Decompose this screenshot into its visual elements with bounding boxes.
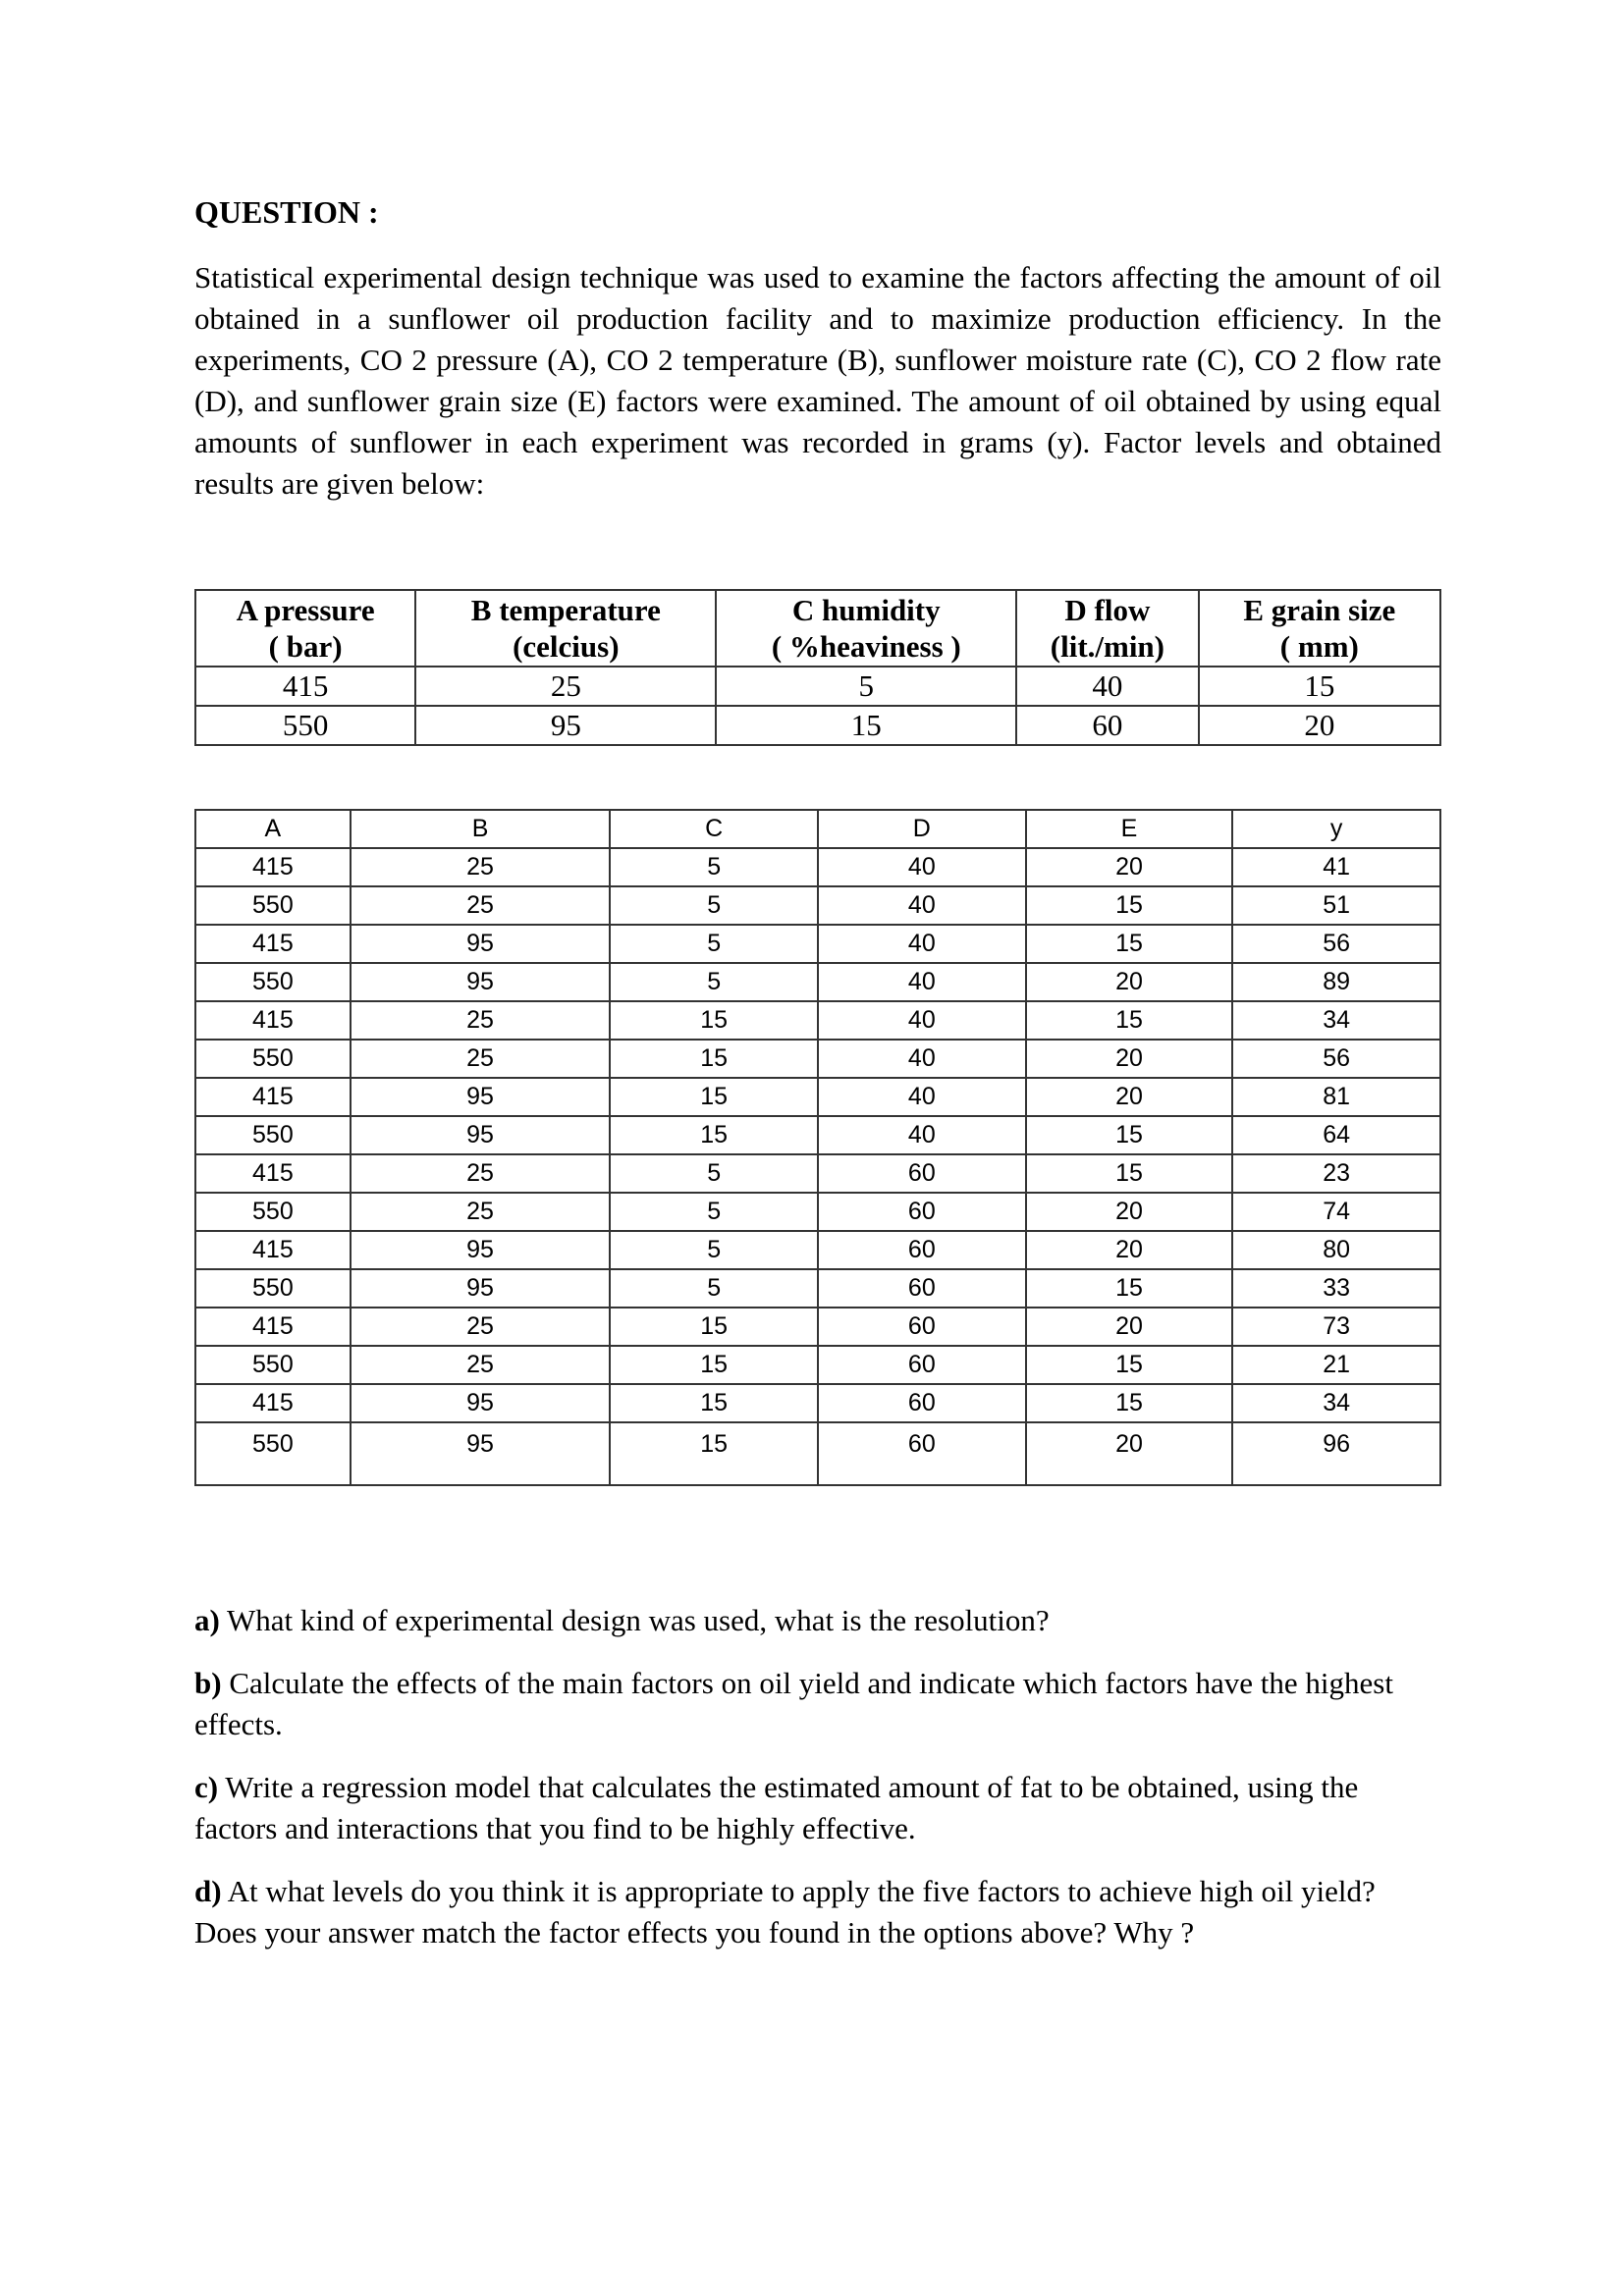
table-cell: 95 bbox=[351, 1384, 611, 1422]
table-cell: 40 bbox=[818, 1040, 1026, 1078]
table-cell: 95 bbox=[351, 1231, 611, 1269]
factor-header bbox=[415, 590, 716, 667]
table-cell: 20 bbox=[1026, 1193, 1233, 1231]
table-cell: 95 bbox=[351, 925, 611, 963]
factor-name: B temperature bbox=[470, 593, 661, 627]
table-cell: 15 bbox=[610, 1040, 818, 1078]
table-cell: 25 bbox=[351, 1346, 611, 1384]
table-cell: 40 bbox=[818, 1116, 1026, 1154]
table-cell: 25 bbox=[351, 1308, 611, 1346]
factor-unit: ( mm) bbox=[1279, 629, 1359, 664]
table-cell: 20 bbox=[1026, 848, 1233, 886]
table-cell: 89 bbox=[1232, 963, 1440, 1001]
table-cell: 15 bbox=[610, 1078, 818, 1116]
sub-question-text: Calculate the effects of the main factors on oil yield and indicate which factors have the highest effects. bbox=[194, 1666, 1393, 1741]
column-header: A bbox=[195, 810, 351, 848]
table-cell: 15 bbox=[610, 1384, 818, 1422]
table-cell: 415 bbox=[195, 848, 351, 886]
table-cell: 5 bbox=[610, 963, 818, 1001]
table-cell: 15 bbox=[1026, 886, 1233, 925]
table-row bbox=[195, 1001, 1440, 1040]
table-cell: 21 bbox=[1232, 1346, 1440, 1384]
factor-header bbox=[195, 590, 415, 667]
table-cell: 56 bbox=[1232, 1040, 1440, 1078]
table-cell: 550 bbox=[195, 706, 415, 745]
table-cell: 20 bbox=[1026, 1040, 1233, 1078]
table-row bbox=[195, 1078, 1440, 1116]
table-cell: 40 bbox=[818, 886, 1026, 925]
factor-unit: (celcius) bbox=[513, 629, 620, 664]
sub-question-label: a) bbox=[194, 1603, 220, 1637]
table-cell: 60 bbox=[818, 1269, 1026, 1308]
factor-unit: ( %heaviness ) bbox=[771, 629, 961, 664]
table-row bbox=[195, 1308, 1440, 1346]
table-cell: 5 bbox=[610, 1154, 818, 1193]
table-cell: 415 bbox=[195, 667, 415, 706]
table-cell: 415 bbox=[195, 1001, 351, 1040]
table-cell: 15 bbox=[1026, 1001, 1233, 1040]
table-row bbox=[195, 1154, 1440, 1193]
table-row bbox=[195, 1231, 1440, 1269]
table-cell: 25 bbox=[351, 1040, 611, 1078]
table-cell: 60 bbox=[818, 1154, 1026, 1193]
table-row bbox=[195, 1384, 1440, 1422]
table-cell: 5 bbox=[610, 925, 818, 963]
table-cell: 5 bbox=[610, 886, 818, 925]
column-header: y bbox=[1232, 810, 1440, 848]
table-row bbox=[195, 1422, 1440, 1485]
factor-header bbox=[1016, 590, 1199, 667]
table-cell: 5 bbox=[610, 1231, 818, 1269]
column-header: B bbox=[351, 810, 611, 848]
table-cell: 20 bbox=[1026, 963, 1233, 1001]
table-cell: 34 bbox=[1232, 1384, 1440, 1422]
table-cell: 550 bbox=[195, 1346, 351, 1384]
factor-header bbox=[1199, 590, 1440, 667]
table-cell: 15 bbox=[610, 1116, 818, 1154]
table-cell: 15 bbox=[610, 1308, 818, 1346]
table-cell: 25 bbox=[351, 1193, 611, 1231]
factor-name: A pressure bbox=[236, 593, 375, 627]
table-cell: 20 bbox=[1026, 1308, 1233, 1346]
factor-name: C humidity bbox=[791, 593, 941, 627]
table-row bbox=[195, 848, 1440, 886]
table-cell: 25 bbox=[351, 848, 611, 886]
factor-levels-table bbox=[194, 589, 1441, 746]
table-cell: 80 bbox=[1232, 1231, 1440, 1269]
table-cell: 415 bbox=[195, 1231, 351, 1269]
table-cell: 15 bbox=[1026, 1346, 1233, 1384]
sub-question-text: Write a regression model that calculates the estimated amount of fat to be obtained, using the factors and interactions that you find to be highly effective. bbox=[194, 1770, 1359, 1845]
table-row bbox=[195, 886, 1440, 925]
table-cell: 95 bbox=[351, 963, 611, 1001]
table-cell: 15 bbox=[1026, 1269, 1233, 1308]
table-cell: 5 bbox=[610, 1193, 818, 1231]
table-cell: 95 bbox=[351, 1422, 611, 1485]
table-cell: 25 bbox=[351, 1001, 611, 1040]
table-cell: 60 bbox=[818, 1308, 1026, 1346]
table-cell: 550 bbox=[195, 1422, 351, 1485]
table-cell: 25 bbox=[351, 1154, 611, 1193]
table-cell: 20 bbox=[1026, 1422, 1233, 1485]
table-cell: 15 bbox=[1199, 667, 1440, 706]
table-cell: 95 bbox=[351, 1269, 611, 1308]
table-cell: 15 bbox=[610, 1422, 818, 1485]
table-cell: 415 bbox=[195, 925, 351, 963]
table-cell: 15 bbox=[1026, 1154, 1233, 1193]
table-cell: 550 bbox=[195, 963, 351, 1001]
factor-name: D flow bbox=[1064, 593, 1151, 627]
table-cell: 550 bbox=[195, 1193, 351, 1231]
factor-header bbox=[716, 590, 1016, 667]
table-cell: 550 bbox=[195, 886, 351, 925]
table-row bbox=[195, 1193, 1440, 1231]
table-cell: 550 bbox=[195, 1116, 351, 1154]
sub-question-label: b) bbox=[194, 1666, 222, 1700]
table-cell: 5 bbox=[610, 1269, 818, 1308]
table-cell: 20 bbox=[1026, 1078, 1233, 1116]
sub-question bbox=[194, 1871, 1441, 1953]
experiment-results-table bbox=[194, 809, 1441, 1486]
sub-question-label: d) bbox=[194, 1874, 222, 1908]
column-header: C bbox=[610, 810, 818, 848]
column-header: D bbox=[818, 810, 1026, 848]
table-cell: 60 bbox=[818, 1231, 1026, 1269]
sub-question-text: At what levels do you think it is appropriate to apply the five factors to achieve high oil yield? Does your answer match the factor effects you found in the options above? Why ? bbox=[194, 1874, 1376, 1949]
table-cell: 20 bbox=[1199, 706, 1440, 745]
table-cell: 5 bbox=[610, 848, 818, 886]
table-cell: 15 bbox=[610, 1346, 818, 1384]
table-cell: 60 bbox=[818, 1422, 1026, 1485]
table-row bbox=[195, 1040, 1440, 1078]
table-cell: 95 bbox=[351, 1078, 611, 1116]
table-cell: 415 bbox=[195, 1384, 351, 1422]
sub-question bbox=[194, 1663, 1441, 1745]
factor-unit: ( bar) bbox=[268, 629, 343, 664]
table-row bbox=[195, 925, 1440, 963]
table-cell: 74 bbox=[1232, 1193, 1440, 1231]
table-cell: 95 bbox=[351, 1116, 611, 1154]
table-cell: 25 bbox=[351, 886, 611, 925]
table-cell: 415 bbox=[195, 1154, 351, 1193]
table-row bbox=[195, 1269, 1440, 1308]
sub-question bbox=[194, 1767, 1441, 1849]
table-row bbox=[195, 1116, 1440, 1154]
question-list bbox=[194, 1600, 1441, 1975]
table-cell: 40 bbox=[818, 963, 1026, 1001]
factor-level-row bbox=[195, 667, 1440, 706]
table-cell: 5 bbox=[716, 667, 1016, 706]
table-cell: 33 bbox=[1232, 1269, 1440, 1308]
table-cell: 56 bbox=[1232, 925, 1440, 963]
table-cell: 415 bbox=[195, 1078, 351, 1116]
table-cell: 64 bbox=[1232, 1116, 1440, 1154]
table-cell: 40 bbox=[818, 1078, 1026, 1116]
table-cell: 15 bbox=[610, 1001, 818, 1040]
table-cell: 415 bbox=[195, 1308, 351, 1346]
table-cell: 40 bbox=[818, 1001, 1026, 1040]
table-cell: 25 bbox=[415, 667, 716, 706]
table-cell: 34 bbox=[1232, 1001, 1440, 1040]
factor-unit: (lit./min) bbox=[1050, 629, 1165, 664]
table-row bbox=[195, 963, 1440, 1001]
table-cell: 20 bbox=[1026, 1231, 1233, 1269]
factor-level-row bbox=[195, 706, 1440, 745]
table-cell: 60 bbox=[818, 1384, 1026, 1422]
question-title: QUESTION : bbox=[194, 194, 379, 230]
table-cell: 51 bbox=[1232, 886, 1440, 925]
table-cell: 15 bbox=[1026, 925, 1233, 963]
question-intro: Statistical experimental design technique was used to examine the factors affecting the amount of oil obtained in a sunflower oil production facility and to maximize production efficiency. In the experiments, CO 2 pressure (A), CO 2 temperature (B), sunflower moisture rate (C), CO 2 flow rate (D), and sunflower grain size (E) factors were examined. The amount of oil obtained by using equal amounts of sunflower in each experiment was recorded in grams (y). Factor levels and obtained results are given below: bbox=[194, 260, 1441, 501]
table-cell: 81 bbox=[1232, 1078, 1440, 1116]
table-cell: 60 bbox=[818, 1193, 1026, 1231]
column-header: E bbox=[1026, 810, 1233, 848]
table-cell: 550 bbox=[195, 1269, 351, 1308]
table-cell: 60 bbox=[818, 1346, 1026, 1384]
sub-question-text: What kind of experimental design was used, what is the resolution? bbox=[219, 1603, 1050, 1637]
table-cell: 73 bbox=[1232, 1308, 1440, 1346]
table-cell: 60 bbox=[1016, 706, 1199, 745]
sub-question bbox=[194, 1600, 1441, 1641]
table-row bbox=[195, 1346, 1440, 1384]
table-cell: 41 bbox=[1232, 848, 1440, 886]
table-cell: 15 bbox=[1026, 1116, 1233, 1154]
table-cell: 550 bbox=[195, 1040, 351, 1078]
table-cell: 96 bbox=[1232, 1422, 1440, 1485]
table-cell: 40 bbox=[1016, 667, 1199, 706]
sub-question-label: c) bbox=[194, 1770, 219, 1804]
table-cell: 15 bbox=[716, 706, 1016, 745]
table-cell: 95 bbox=[415, 706, 716, 745]
table-cell: 23 bbox=[1232, 1154, 1440, 1193]
table-cell: 40 bbox=[818, 925, 1026, 963]
table-cell: 40 bbox=[818, 848, 1026, 886]
factor-name: E grain size bbox=[1243, 593, 1396, 627]
table-cell: 15 bbox=[1026, 1384, 1233, 1422]
